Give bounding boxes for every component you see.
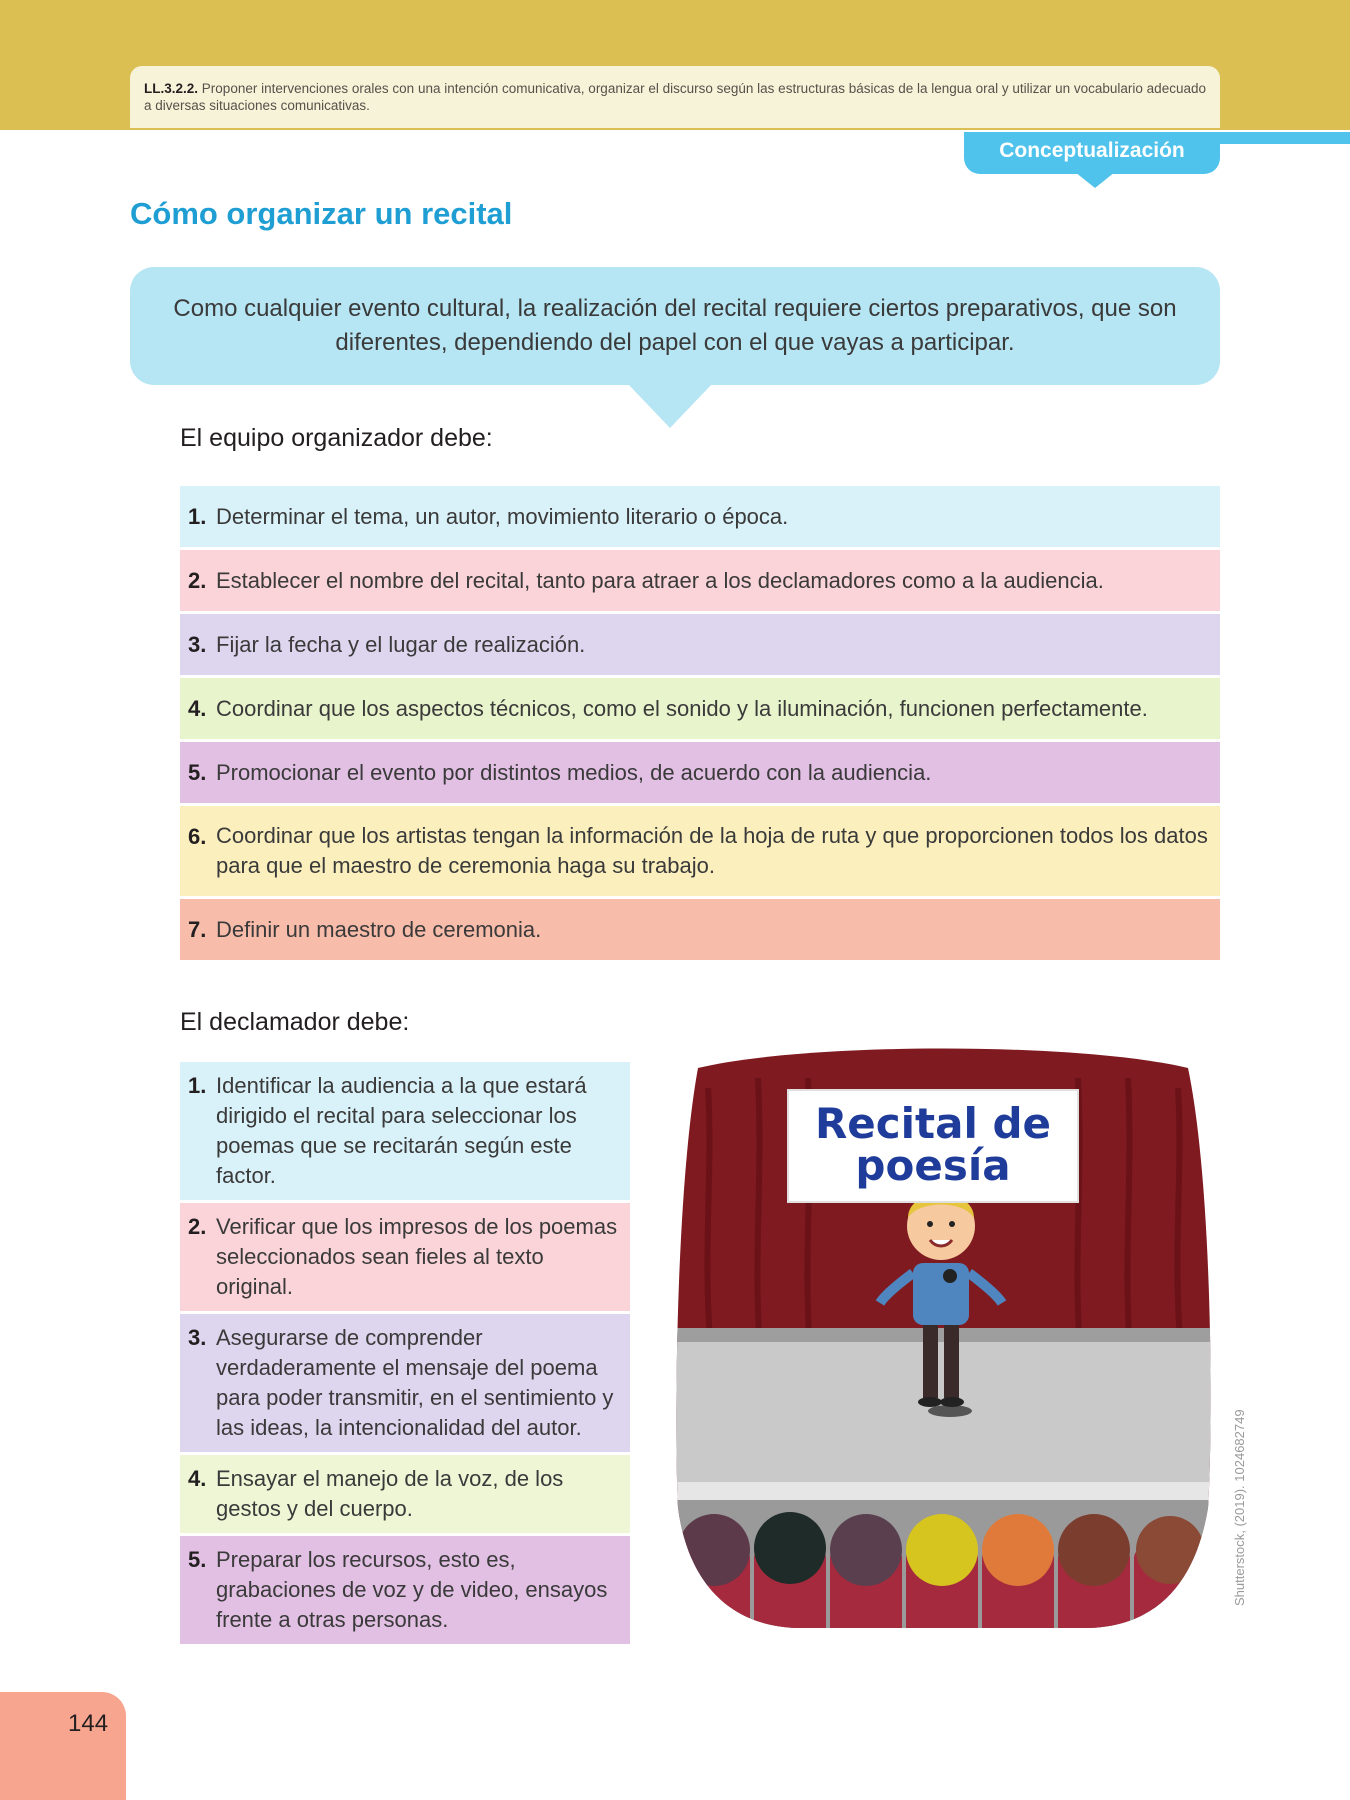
item-text: Identificar la audiencia a la que estará dirigido el recital para seleccionar los poemas que se recitarán según este factor.: [216, 1073, 587, 1188]
declaimer-heading: El declamador debe:: [180, 1008, 410, 1036]
objective-code: LL.3.2.2.: [144, 81, 199, 96]
item-number: 1.: [188, 1073, 207, 1098]
recital-illustration: [668, 1048, 1218, 1630]
stage-edge: [668, 1328, 1218, 1342]
item-number: 5.: [188, 1547, 207, 1572]
list-item: [180, 1314, 630, 1452]
list-item: [180, 1536, 630, 1644]
item-number: 1.: [188, 503, 207, 529]
item-text: Ensayar el manejo de la voz, de los gestos y del cuerpo.: [216, 1466, 564, 1521]
item-number: 5.: [188, 759, 207, 785]
item-text: Definir un maestro de ceremonia.: [216, 916, 542, 942]
item-text: Fijar la fecha y el lugar de realización.: [216, 631, 586, 657]
item-number: 4.: [188, 695, 207, 721]
list-item: [180, 742, 1220, 803]
item-text: Asegurarse de comprender verdaderamente el mensaje del poema para poder transmitir, en el sentimiento y las ideas, la intencionalidad del autor.: [216, 1325, 614, 1440]
declaimer-list: [180, 1062, 630, 1647]
list-item: [180, 678, 1220, 739]
page-number-tab: [0, 1692, 126, 1800]
item-text: Preparar los recursos, esto es, grabaciones de voz y de video, ensayos frente a otras personas.: [216, 1547, 608, 1632]
item-text: Verificar que los impresos de los poemas seleccionados sean fieles al texto original.: [216, 1214, 618, 1299]
intro-bubble: [130, 267, 1220, 385]
item-text: Determinar el tema, un autor, movimiento literario o época.: [216, 503, 789, 529]
item-number: 2.: [188, 1214, 207, 1239]
item-text: Coordinar que los artistas tengan la información de la hoja de ruta y que proporcionen todos los datos para que el maestro de ceremonia haga su trabajo.: [216, 823, 1208, 878]
curriculum-objective: [130, 66, 1220, 128]
item-number: 3.: [188, 631, 207, 657]
section-tab-arrow: [1075, 172, 1115, 188]
intro-text: Como cualquier evento cultural, la realización del recital requiere ciertos preparativos, que son diferentes, dependiendo del papel con el que vayas a participar.: [173, 295, 1177, 356]
objective-text: Proponer intervenciones orales con una intención comunicativa, organizar el discurso según las estructuras básicas de la lengua oral y utilizar un vocabulario adecuado a diversas situaciones comunicativas.: [144, 81, 1206, 113]
item-text: Promocionar el evento por distintos medios, de acuerdo con la audiencia.: [216, 759, 932, 785]
sign-line-1: Recital de: [814, 1099, 1052, 1148]
item-number: 3.: [188, 1325, 207, 1350]
list-item: [180, 899, 1220, 960]
list-item: [180, 550, 1220, 611]
list-item: [180, 486, 1220, 547]
section-tab: Conceptualización: [964, 132, 1220, 174]
sign-line-2: poesía: [855, 1141, 1011, 1190]
organizers-list: [180, 486, 1220, 963]
organizers-heading: El equipo organizador debe:: [180, 424, 493, 452]
image-credit: Shutterstock, (2019). 1024682749: [1232, 1409, 1247, 1606]
list-item: [180, 1062, 630, 1200]
bubble-tail: [628, 384, 712, 428]
page-number: 144: [68, 1710, 109, 1737]
page-title: Cómo organizar un recital: [130, 196, 513, 231]
item-number: 4.: [188, 1466, 207, 1491]
list-item: [180, 1203, 630, 1311]
item-number: 7.: [188, 916, 207, 942]
item-number: 2.: [188, 567, 207, 593]
list-item: [180, 614, 1220, 675]
item-text: Establecer el nombre del recital, tanto para atraer a los declamadores como a la audiencia.: [216, 567, 1104, 593]
list-item: [180, 806, 1220, 896]
list-item: [180, 1455, 630, 1533]
item-number: 6.: [188, 824, 207, 849]
item-text: Coordinar que los aspectos técnicos, como el sonido y la iluminación, funcionen perfectamente.: [216, 695, 1148, 721]
